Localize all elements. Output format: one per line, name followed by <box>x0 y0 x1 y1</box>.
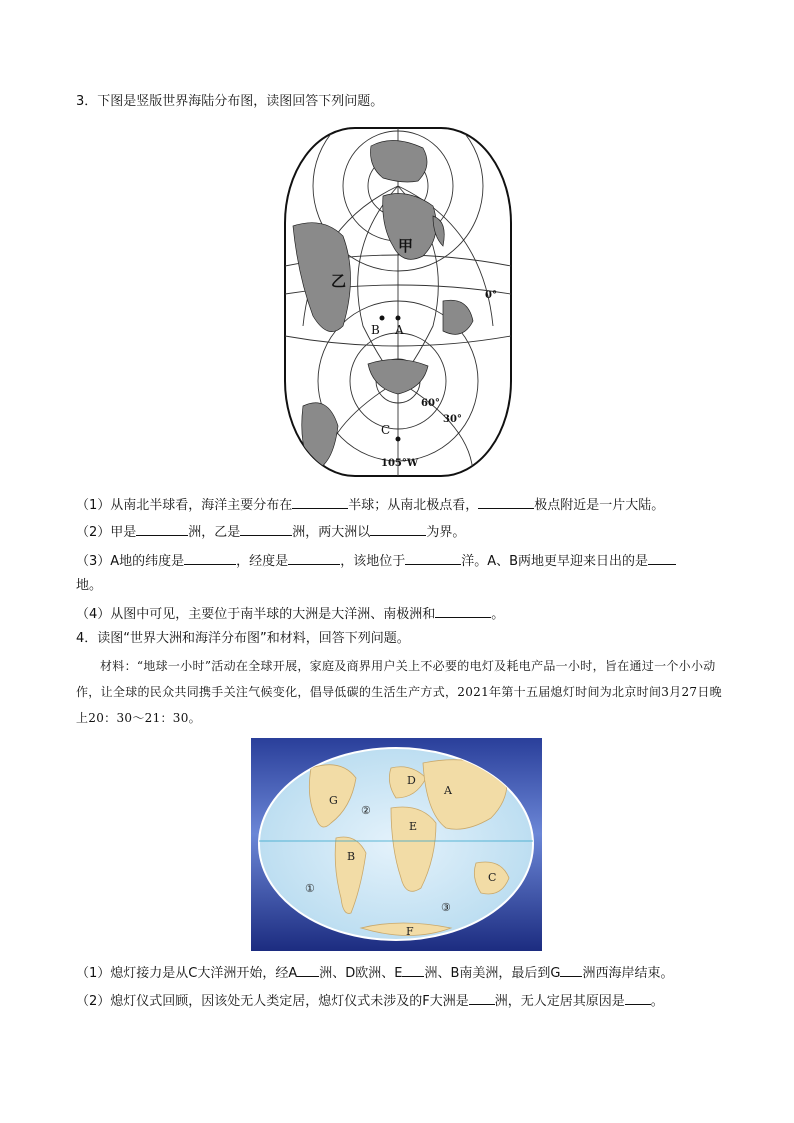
answer-blank[interactable] <box>402 962 424 977</box>
q4-heading: 4．读图“世界大洲和海洋分布图”和材料，回答下列问题。 <box>76 631 410 646</box>
world-continents-map <box>251 738 542 951</box>
vertical-world-map <box>283 126 513 478</box>
q4-sub2: （2）熄灯仪式回顾，因该处无人类定居，熄灯仪式未涉及的F大洲是 洲，无人定居其原因是 。 <box>76 990 664 1012</box>
label-c: C <box>381 423 391 437</box>
label-c: C <box>488 871 497 884</box>
label-a: A <box>395 323 404 337</box>
q3-sub2: （2）甲是 洲，乙是 洲，两大洲以 为界。 <box>76 521 465 543</box>
label-yi: 乙 <box>331 272 347 290</box>
label-ocean-2: ② <box>361 804 371 817</box>
label-b: B <box>371 323 380 337</box>
label-g: G <box>329 794 338 807</box>
point-b <box>380 316 385 321</box>
answer-blank[interactable] <box>435 603 491 618</box>
label-jia: 甲 <box>398 237 414 255</box>
answer-blank[interactable] <box>240 521 292 536</box>
label-b: B <box>347 850 356 863</box>
answer-blank[interactable] <box>648 550 676 565</box>
q4-sub1: （1）熄灯接力是从C大洋洲开始，经A 洲、D欧洲、E 洲、B南美洲，最后到G 洲西海岸结束。 <box>76 962 674 984</box>
answer-blank[interactable] <box>292 494 348 509</box>
answer-blank[interactable] <box>184 550 236 565</box>
label-d: D <box>407 774 416 787</box>
label-f: F <box>406 925 414 938</box>
answer-blank[interactable] <box>297 962 319 977</box>
q3-sub3: （3）A地的纬度是 ，经度是 ，该地位于 洋。A、B两地更早迎来日出的是 <box>76 550 676 572</box>
label-lat30: 30° <box>443 414 462 425</box>
point-c <box>396 437 401 442</box>
answer-blank[interactable] <box>405 550 461 565</box>
answer-blank[interactable] <box>136 521 188 536</box>
label-ocean-1: ① <box>305 882 315 895</box>
label-e: E <box>409 820 418 833</box>
label-lat60: 60° <box>421 398 440 409</box>
answer-blank[interactable] <box>625 990 651 1005</box>
label-ocean-3: ③ <box>441 901 451 914</box>
answer-blank[interactable] <box>370 521 426 536</box>
label-a: A <box>444 784 452 797</box>
q3-sub4: （4）从图中可见，主要位于南半球的大洲是大洋洲、南极洲和 。 <box>76 603 504 625</box>
q3-heading: 3．下图是竖版世界海陆分布图，读图回答下列问题。 <box>76 94 384 109</box>
answer-blank[interactable] <box>288 550 340 565</box>
material-paragraph: 材料：“地球一小时”活动在全球开展，家庭及商界用户关上不必要的电灯及耗电产品一小时，旨在通过一个小小动作，让全球的民众共同携手关注气候变化，倡导低碳的生活生产方式，2021年第十五届熄灯时间为北京时间3月27日晚上20：30～21：30。 <box>76 659 722 725</box>
label-lon: 105°W <box>381 458 419 469</box>
q3-sub1: （1）从南北半球看，海洋主要分布在 半球；从南北极点看， 极点附近是一片大陆。 <box>76 494 664 516</box>
answer-blank[interactable] <box>469 990 495 1005</box>
answer-blank[interactable] <box>560 962 582 977</box>
q3-sub3-cont: 地。 <box>76 578 103 593</box>
label-lat0: 0° <box>485 290 497 301</box>
answer-blank[interactable] <box>478 494 534 509</box>
point-a <box>396 316 401 321</box>
